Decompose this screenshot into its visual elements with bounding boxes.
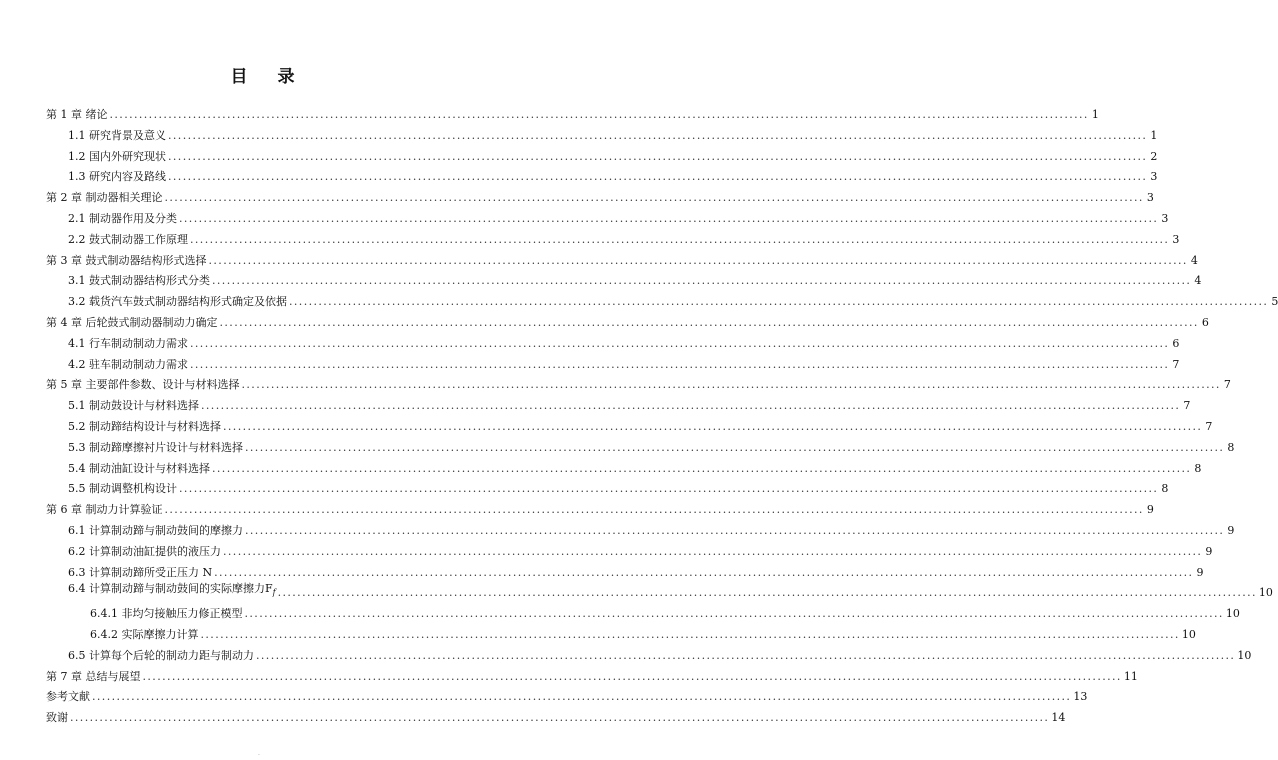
toc-leader-dots: ........................................................................................................................................................................................................	[277, 586, 1257, 600]
toc-entry-label	[68, 441, 243, 455]
toc-leader-dots: ........................................................................................................................................................................................................	[223, 544, 1203, 558]
toc-entry-subscript: f	[272, 588, 276, 598]
toc-entry-text: 第 2 章 制动器相关理论	[46, 191, 163, 205]
toc-page-number: 1	[1150, 128, 1158, 142]
toc-entry-label	[46, 316, 218, 330]
toc-entry-text: 3.1 鼓式制动器结构形式分类	[68, 274, 210, 288]
toc-entry-label	[90, 628, 199, 642]
toc-chapter-entry[interactable]	[46, 187, 1154, 205]
toc-page-number: 1	[1091, 108, 1099, 121]
toc-page-number: 10	[1258, 586, 1273, 600]
toc-chapter-entry[interactable]	[46, 312, 1209, 330]
toc-chapter-entry[interactable]	[46, 104, 1099, 122]
toc-entry-text: 6.4 计算制动蹄与制动鼓间的实际摩擦力F	[68, 582, 273, 596]
toc-page-number: 4	[1190, 253, 1198, 267]
toc-chapter-entry[interactable]	[46, 707, 1066, 725]
toc-entry-label	[68, 545, 221, 559]
toc-leader-dots: ........................................................................................................................................................................................................	[244, 607, 1224, 621]
toc-page-number: 9	[1146, 503, 1154, 517]
toc-page-number: 7	[1183, 399, 1191, 413]
toc-section-entry[interactable]	[68, 291, 1278, 309]
toc-page-number: 9	[1205, 544, 1213, 558]
toc-subsection-entry[interactable]	[90, 603, 1240, 621]
toc-entry-label	[46, 503, 163, 517]
toc-page-number: 6	[1172, 336, 1180, 350]
toc-entry-text: 4.2 驻车制动制动力需求	[68, 357, 188, 371]
toc-page-number: 3	[1161, 212, 1169, 225]
toc-leader-dots: ........................................................................................................................................................................................................	[164, 503, 1144, 517]
toc-entry-label	[46, 670, 141, 684]
toc-entry-label	[46, 108, 108, 122]
toc-entry-text: 6.5 计算每个后轮的制动力距与制动力	[68, 648, 254, 662]
toc-entry-label	[68, 566, 212, 580]
page-footer-mark: ·	[258, 752, 260, 759]
toc-entry-label	[68, 420, 221, 434]
toc-section-entry[interactable]	[68, 562, 1204, 580]
toc-leader-dots: ........................................................................................................................................................................................................	[179, 482, 1159, 496]
toc-entry-label	[68, 212, 177, 226]
toc-section-entry[interactable]	[68, 582, 1273, 600]
toc-section-entry[interactable]	[68, 541, 1213, 559]
toc-entry-text: 第 1 章 绪论	[46, 108, 108, 121]
toc-entry-label	[68, 358, 188, 372]
toc-entry-text: 第 4 章 后轮鼓式制动器制动力确定	[46, 316, 218, 329]
toc-section-entry[interactable]	[68, 478, 1169, 496]
toc-page-number: 2	[1150, 149, 1158, 163]
toc-page-number: 13	[1073, 690, 1088, 704]
toc-entry-text: 第 5 章 主要部件参数、设计与材料选择	[46, 378, 240, 392]
toc-leader-dots: ........................................................................................................................................................................................................	[212, 461, 1192, 475]
toc-leader-dots: ........................................................................................................................................................................................................	[142, 669, 1122, 683]
toc-entry-text: 1.1 研究背景及意义	[68, 128, 166, 142]
toc-page-number: 10	[1181, 628, 1196, 641]
toc-leader-dots: ........................................................................................................................................................................................................	[200, 628, 1180, 641]
toc-page-number: 8	[1227, 440, 1235, 454]
toc-page-number: 7	[1205, 420, 1213, 433]
toc-section-entry[interactable]	[68, 520, 1235, 538]
toc-page-number: 7	[1172, 357, 1180, 371]
toc-page-number: 9	[1196, 565, 1204, 579]
toc-entry-label	[68, 337, 188, 351]
toc-chapter-entry[interactable]	[46, 666, 1138, 684]
toc-leader-dots: ........................................................................................................................................................................................................	[109, 108, 1089, 121]
toc-chapter-entry[interactable]	[46, 686, 1088, 704]
toc-entry-text: 6.3 计算制动蹄所受正压力 N	[68, 565, 213, 579]
toc-entry-text: 5.5 制动调整机构设计	[68, 482, 177, 496]
toc-entry-label	[68, 399, 199, 413]
toc-page-number: 3	[1150, 170, 1158, 184]
toc-chapter-entry[interactable]	[46, 250, 1198, 268]
toc-entry-text: 6.4.2 实际摩擦力计算	[90, 628, 199, 641]
toc-entry-label	[46, 690, 90, 704]
toc-section-entry[interactable]	[68, 354, 1180, 372]
toc-leader-dots: ........................................................................................................................................................................................................	[219, 316, 1199, 329]
toc-entry-label	[68, 649, 254, 663]
toc-entry-text: 2.1 制动器作用及分类	[68, 212, 177, 225]
toc-leader-dots: ........................................................................................................................................................................................................	[256, 648, 1236, 662]
toc-entry-label	[46, 191, 163, 205]
toc-section-entry[interactable]	[68, 333, 1180, 351]
toc-page-number: 5	[1271, 295, 1278, 309]
toc-section-entry[interactable]	[68, 458, 1202, 476]
toc-page-number: 3	[1172, 232, 1180, 246]
page-title: 目 录	[230, 67, 307, 87]
toc-entry-text: 参考文献	[46, 690, 90, 704]
toc-section-entry[interactable]	[68, 229, 1180, 247]
toc-page-number: 6	[1201, 316, 1209, 329]
toc-leader-dots: ........................................................................................................................................................................................................	[168, 170, 1148, 184]
toc-entry-text: 第 3 章 鼓式制动器结构形式选择	[46, 253, 207, 267]
toc-entry-text: 6.2 计算制动油缸提供的液压力	[68, 544, 221, 558]
toc-entry-text: 3.2 载货汽车鼓式制动器结构形式确定及依据	[68, 295, 287, 309]
toc-entry-text: 6.1 计算制动蹄与制动鼓间的摩擦力	[68, 524, 243, 537]
toc-entry-text: 4.1 行车制动制动力需求	[68, 336, 188, 350]
toc-entry-text: 2.2 鼓式制动器工作原理	[68, 232, 188, 246]
toc-leader-dots: ........................................................................................................................................................................................................	[241, 378, 1221, 392]
toc-page-number: 7	[1223, 378, 1231, 392]
toc-section-entry[interactable]	[68, 416, 1213, 434]
toc-leader-dots: ........................................................................................................................................................................................................	[164, 191, 1144, 205]
toc-entry-text: 第 7 章 总结与展望	[46, 669, 141, 683]
toc-entry-label	[68, 274, 210, 288]
toc-entry-text: 1.2 国内外研究现状	[68, 149, 166, 163]
toc-leader-dots: ........................................................................................................................................................................................................	[70, 711, 1050, 725]
toc-leader-dots: ........................................................................................................................................................................................................	[190, 232, 1170, 246]
toc-entry-label	[90, 607, 243, 621]
toc-section-entry[interactable]	[68, 125, 1158, 143]
toc-section-entry[interactable]	[68, 270, 1202, 288]
toc-page-number: 11	[1123, 669, 1138, 683]
toc-entry-label	[68, 170, 166, 184]
toc-leader-dots: ........................................................................................................................................................................................................	[179, 212, 1159, 225]
toc-section-entry[interactable]	[68, 645, 1252, 663]
toc-entry-label	[46, 711, 68, 725]
toc-page-number: 3	[1146, 191, 1154, 205]
toc-page-number: 9	[1227, 524, 1235, 537]
toc-subsection-entry[interactable]	[90, 624, 1196, 642]
toc-leader-dots: ........................................................................................................................................................................................................	[190, 357, 1170, 371]
toc-entry-label	[46, 378, 240, 392]
toc-section-entry[interactable]	[68, 166, 1158, 184]
toc-entry-text: 6.4.1 非均匀接触压力修正模型	[90, 607, 243, 621]
toc-entry-label	[68, 129, 166, 143]
toc-entry-label	[46, 254, 207, 268]
toc-leader-dots: ........................................................................................................................................................................................................	[245, 524, 1225, 537]
toc-page-number: 14	[1051, 711, 1066, 725]
toc-leader-dots: ........................................................................................................................................................................................................	[201, 399, 1181, 413]
toc-chapter-entry[interactable]	[46, 499, 1154, 517]
toc-entry-label	[68, 582, 276, 600]
toc-leader-dots: ........................................................................................................................................................................................................	[212, 274, 1192, 288]
toc-entry-text: 1.3 研究内容及路线	[68, 170, 166, 184]
toc-leader-dots: ........................................................................................................................................................................................................	[92, 690, 1072, 704]
toc-page-number: 10	[1237, 648, 1252, 662]
toc-entry-text: 5.4 制动油缸设计与材料选择	[68, 461, 210, 475]
toc-entry-label	[68, 462, 210, 476]
toc-leader-dots: ........................................................................................................................................................................................................	[214, 565, 1194, 579]
toc-page-number: 8	[1161, 482, 1169, 496]
toc-entry-label	[68, 295, 287, 309]
toc-page-number: 10	[1225, 607, 1240, 621]
toc-entry-label	[68, 482, 177, 496]
toc-entry-label	[68, 524, 243, 538]
toc-leader-dots: ........................................................................................................................................................................................................	[190, 336, 1170, 350]
toc-section-entry[interactable]	[68, 437, 1235, 455]
toc-leader-dots: ........................................................................................................................................................................................................	[208, 253, 1188, 267]
toc-entry-label	[68, 233, 188, 247]
toc-page-number: 4	[1194, 274, 1202, 288]
toc-leader-dots: ........................................................................................................................................................................................................	[168, 149, 1148, 163]
toc-leader-dots: ........................................................................................................................................................................................................	[289, 295, 1269, 309]
toc-leader-dots: ........................................................................................................................................................................................................	[168, 128, 1148, 142]
toc-entry-label	[68, 150, 166, 164]
toc-section-entry[interactable]	[68, 395, 1191, 413]
toc-chapter-entry[interactable]	[46, 374, 1231, 392]
toc-page-number: 8	[1194, 461, 1202, 475]
toc-entry-text: 第 6 章 制动力计算验证	[46, 503, 163, 517]
toc-entry-text: 5.3 制动蹄摩擦衬片设计与材料选择	[68, 440, 243, 454]
toc-section-entry[interactable]	[68, 208, 1169, 226]
toc-section-entry[interactable]	[68, 146, 1158, 164]
toc-entry-text: 致谢	[46, 711, 68, 725]
toc-entry-text: 5.1 制动鼓设计与材料选择	[68, 399, 199, 413]
toc-leader-dots: ........................................................................................................................................................................................................	[245, 440, 1225, 454]
toc-leader-dots: ........................................................................................................................................................................................................	[223, 420, 1203, 433]
toc-entry-text: 5.2 制动蹄结构设计与材料选择	[68, 420, 221, 433]
